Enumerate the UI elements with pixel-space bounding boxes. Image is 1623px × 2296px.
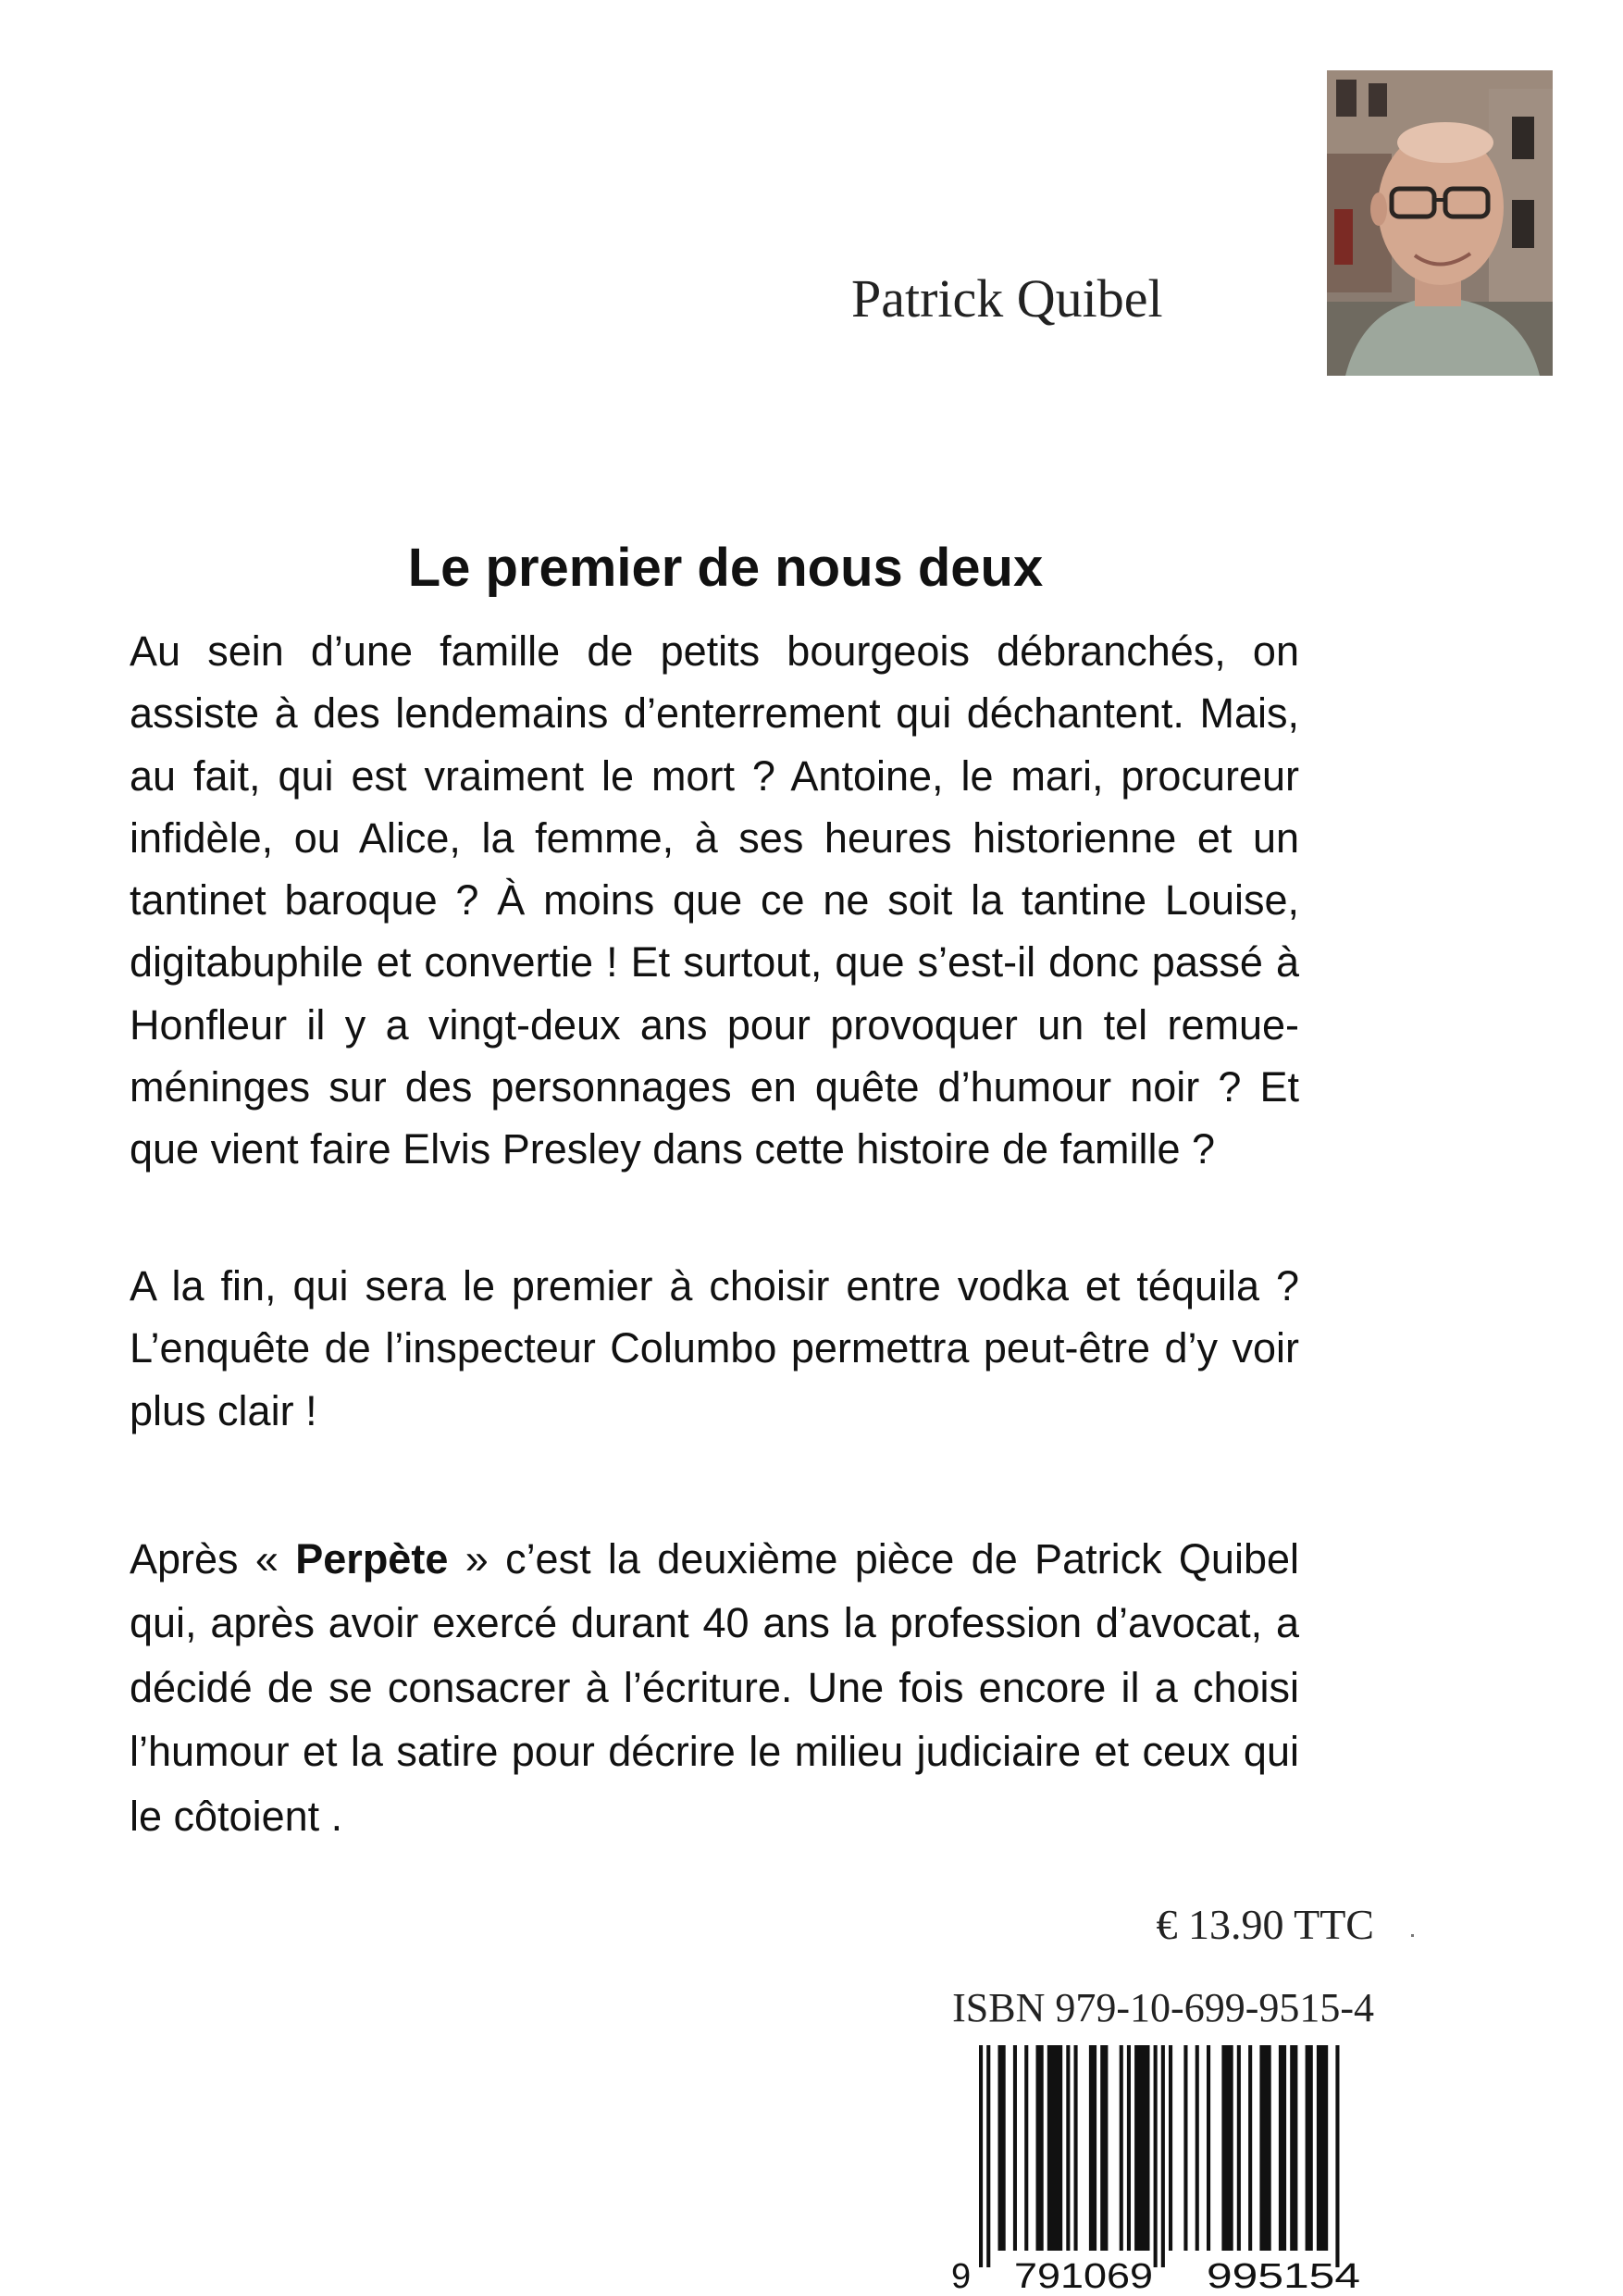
barcode-digit-first: 9 — [951, 2257, 972, 2293]
barcode-bar — [1279, 2045, 1286, 2251]
barcode-bar — [1127, 2045, 1131, 2251]
barcode-bar — [1196, 2045, 1199, 2251]
barcode-bar — [1290, 2045, 1297, 2251]
barcode-bar — [1089, 2045, 1096, 2251]
summary-paragraph: A la fin, qui sera le premier à choisir entre vodka et téquila ? L’enquête de l’inspecteur Columbo permettra peut-être d’y voir plus clair ! — [130, 1262, 1299, 1434]
bio-prefix: Après « — [130, 1535, 296, 1582]
barcode-bar — [1306, 2045, 1313, 2251]
price-label: € 13.90 TTC — [1156, 1901, 1374, 1948]
bio-text: » c’est la deuxième pièce de Patrick Quibel qui, après avoir exercé durant 40 ans la profession d’avocat, a décidé de se consacrer à l’écriture. Une fois encore il a choisi l’humour et la satire pour décrire le milieu judiciaire et ceux qui le côtoient . — [130, 1535, 1299, 1840]
barcode-bar — [1134, 2045, 1149, 2251]
barcode-bar — [998, 2045, 1006, 2251]
author-bio-paragraph — [130, 1527, 1299, 1848]
barcode-bar — [1183, 2045, 1187, 2251]
barcode-bar — [1237, 2045, 1241, 2251]
barcode-bar — [1120, 2045, 1123, 2251]
barcode — [951, 2045, 1384, 2293]
barcode-bar — [1036, 2045, 1044, 2251]
book-title: Le premier de nous deux — [407, 538, 1044, 598]
barcode-bar — [1221, 2045, 1233, 2251]
barcode-bar — [1317, 2045, 1328, 2251]
barcode-bar — [1024, 2045, 1028, 2251]
barcode-bar — [1154, 2045, 1158, 2267]
barcode-bars — [979, 2045, 1340, 2267]
barcode-bar — [986, 2045, 990, 2267]
author-name: Patrick Quibel — [851, 268, 1163, 329]
barcode-digits-left: 791069 — [1014, 2257, 1153, 2293]
barcode-bar — [1074, 2045, 1078, 2251]
barcode-digits-right: 995154 — [1207, 2257, 1360, 2293]
barcode-bar — [1047, 2045, 1062, 2251]
summary-paragraph: Au sein d’une famille de petits bourgeois débranchés, on assiste à des lendemains d’enterrement qui déchantent. Mais, au fait, qui est vraiment le mort ? Antoine, le mari, procureur infidèle, ou Alice, la femme, à ses heures historienne et un tantinet baroque ? À moins que ce ne soit la tantine Louise, digitabuphile et convertie ! Et surtout, que s’est-il donc passé à Honfleur il y a vingt-deux ans pour provoquer un tel remue-méninges sur des personnages en quête d’humour noir ? Et que vient faire Elvis Presley dans cette histoire de famille ? — [130, 627, 1299, 1173]
barcode-bar — [1100, 2045, 1108, 2251]
print-dot — [1411, 1934, 1414, 1937]
barcode-bar — [1335, 2045, 1339, 2267]
barcode-bar — [1161, 2045, 1165, 2267]
previous-play-title: Perpète — [295, 1535, 449, 1582]
isbn-label: ISBN 979-10-699-9515-4 — [952, 1985, 1374, 2030]
barcode-bar — [1259, 2045, 1270, 2251]
barcode-bar — [1066, 2045, 1070, 2251]
author-photo — [1327, 70, 1553, 376]
barcode-bar — [979, 2045, 983, 2267]
barcode-bar — [1013, 2045, 1017, 2251]
barcode-bar — [1207, 2045, 1210, 2251]
barcode-bar — [1169, 2045, 1172, 2251]
barcode-bar — [1248, 2045, 1252, 2251]
